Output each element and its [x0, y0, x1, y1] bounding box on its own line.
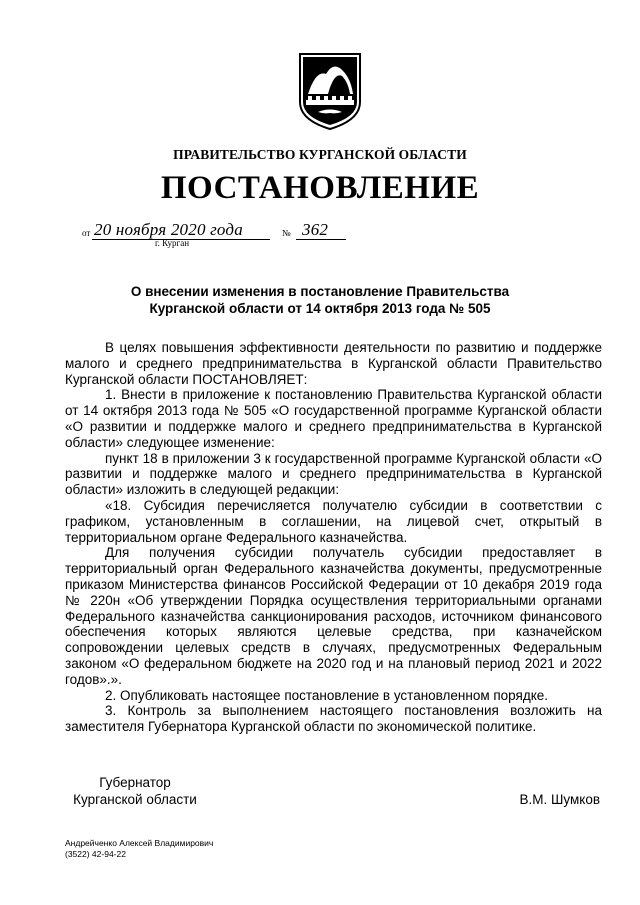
number-label: № [282, 228, 291, 238]
executor-info [65, 838, 213, 860]
title-line-2: Курганской области от 14 октября 2013 года № 505 [149, 301, 491, 316]
title-line-1: О внесении изменения в постановление Правительства [130, 284, 510, 299]
signatory-name: В.М. Шумков [519, 792, 600, 807]
document-body [65, 340, 602, 735]
city-label: г. Курган [155, 238, 190, 248]
signatory-position [65, 774, 205, 808]
body-paragraph: Для получения субсидии получатель субсидии предоставляет в территориальный орган Федерального казначейства документы, предусмотренные приказом Министерства финансов Российской Федерации от 10 декабря 2019 года № 220н «Об утверждении Порядка осуществления территориальными органами Федерального казначейства санкционирования расходов, источником финансового обеспечения которых являются целевые средства, при казначейском сопровождении целевых средств в случаях, предусмотренных Федеральным законом «О федеральном бюджете на 2020 год и на плановый период 2021 и 2022 годов».». [65, 545, 602, 687]
number-underline [296, 239, 346, 240]
body-paragraph: 3. Контроль за выполнением настоящего постановления возложить на заместителя Губернатора Курганской области по экономической политике. [65, 703, 602, 735]
document-number: 362 [302, 220, 329, 239]
executor-phone: (3522) 42-94-22 [65, 849, 126, 859]
position-line-1: Губернатор [99, 775, 171, 790]
government-name: ПРАВИТЕЛЬСТВО КУРГАНСКОЙ ОБЛАСТИ [173, 147, 467, 162]
document-type: ПОСТАНОВЛЕНИЕ [160, 170, 480, 206]
position-line-2: Курганской области [73, 792, 197, 807]
from-label: от [82, 228, 91, 238]
kurgan-coat-of-arms-icon [296, 50, 364, 132]
body-paragraph: 1. Внести в приложение к постановлению Правительства Курганской области от 14 октября 2013 года № 505 «О государственной программе Курганской области «О развитии и поддержке малого и среднего предпринимательства в Курганской области» следующее изменение: [65, 387, 602, 450]
document-date: 20 ноября 2020 года [94, 220, 243, 239]
body-paragraph: пункт 18 в приложении 3 к государственной программе Курганской области «О развитии и поддержке малого и среднего предпринимательства в Курганской области» изложить в следующей редакции: [65, 450, 602, 498]
document-title [80, 283, 560, 317]
body-paragraph: В целях повышения эффективности деятельности по развитию и поддержке малого и среднего предпринимательства в Курганской области Правительство Курганской области ПОСТАНОВЛЯЕТ: [65, 340, 602, 387]
body-paragraph: 2. Опубликовать настоящее постановление в установленном порядке. [105, 687, 549, 703]
executor-name: Андрейченко Алексей Владимирович [65, 838, 214, 848]
body-paragraph: «18. Субсидия перечисляется получателю субсидии в соответствии с графиком, установленным в соглашении, на лицевой счет, открытый в территориальном органе Федерального казначейства. [65, 497, 602, 545]
registration-line [80, 218, 360, 258]
